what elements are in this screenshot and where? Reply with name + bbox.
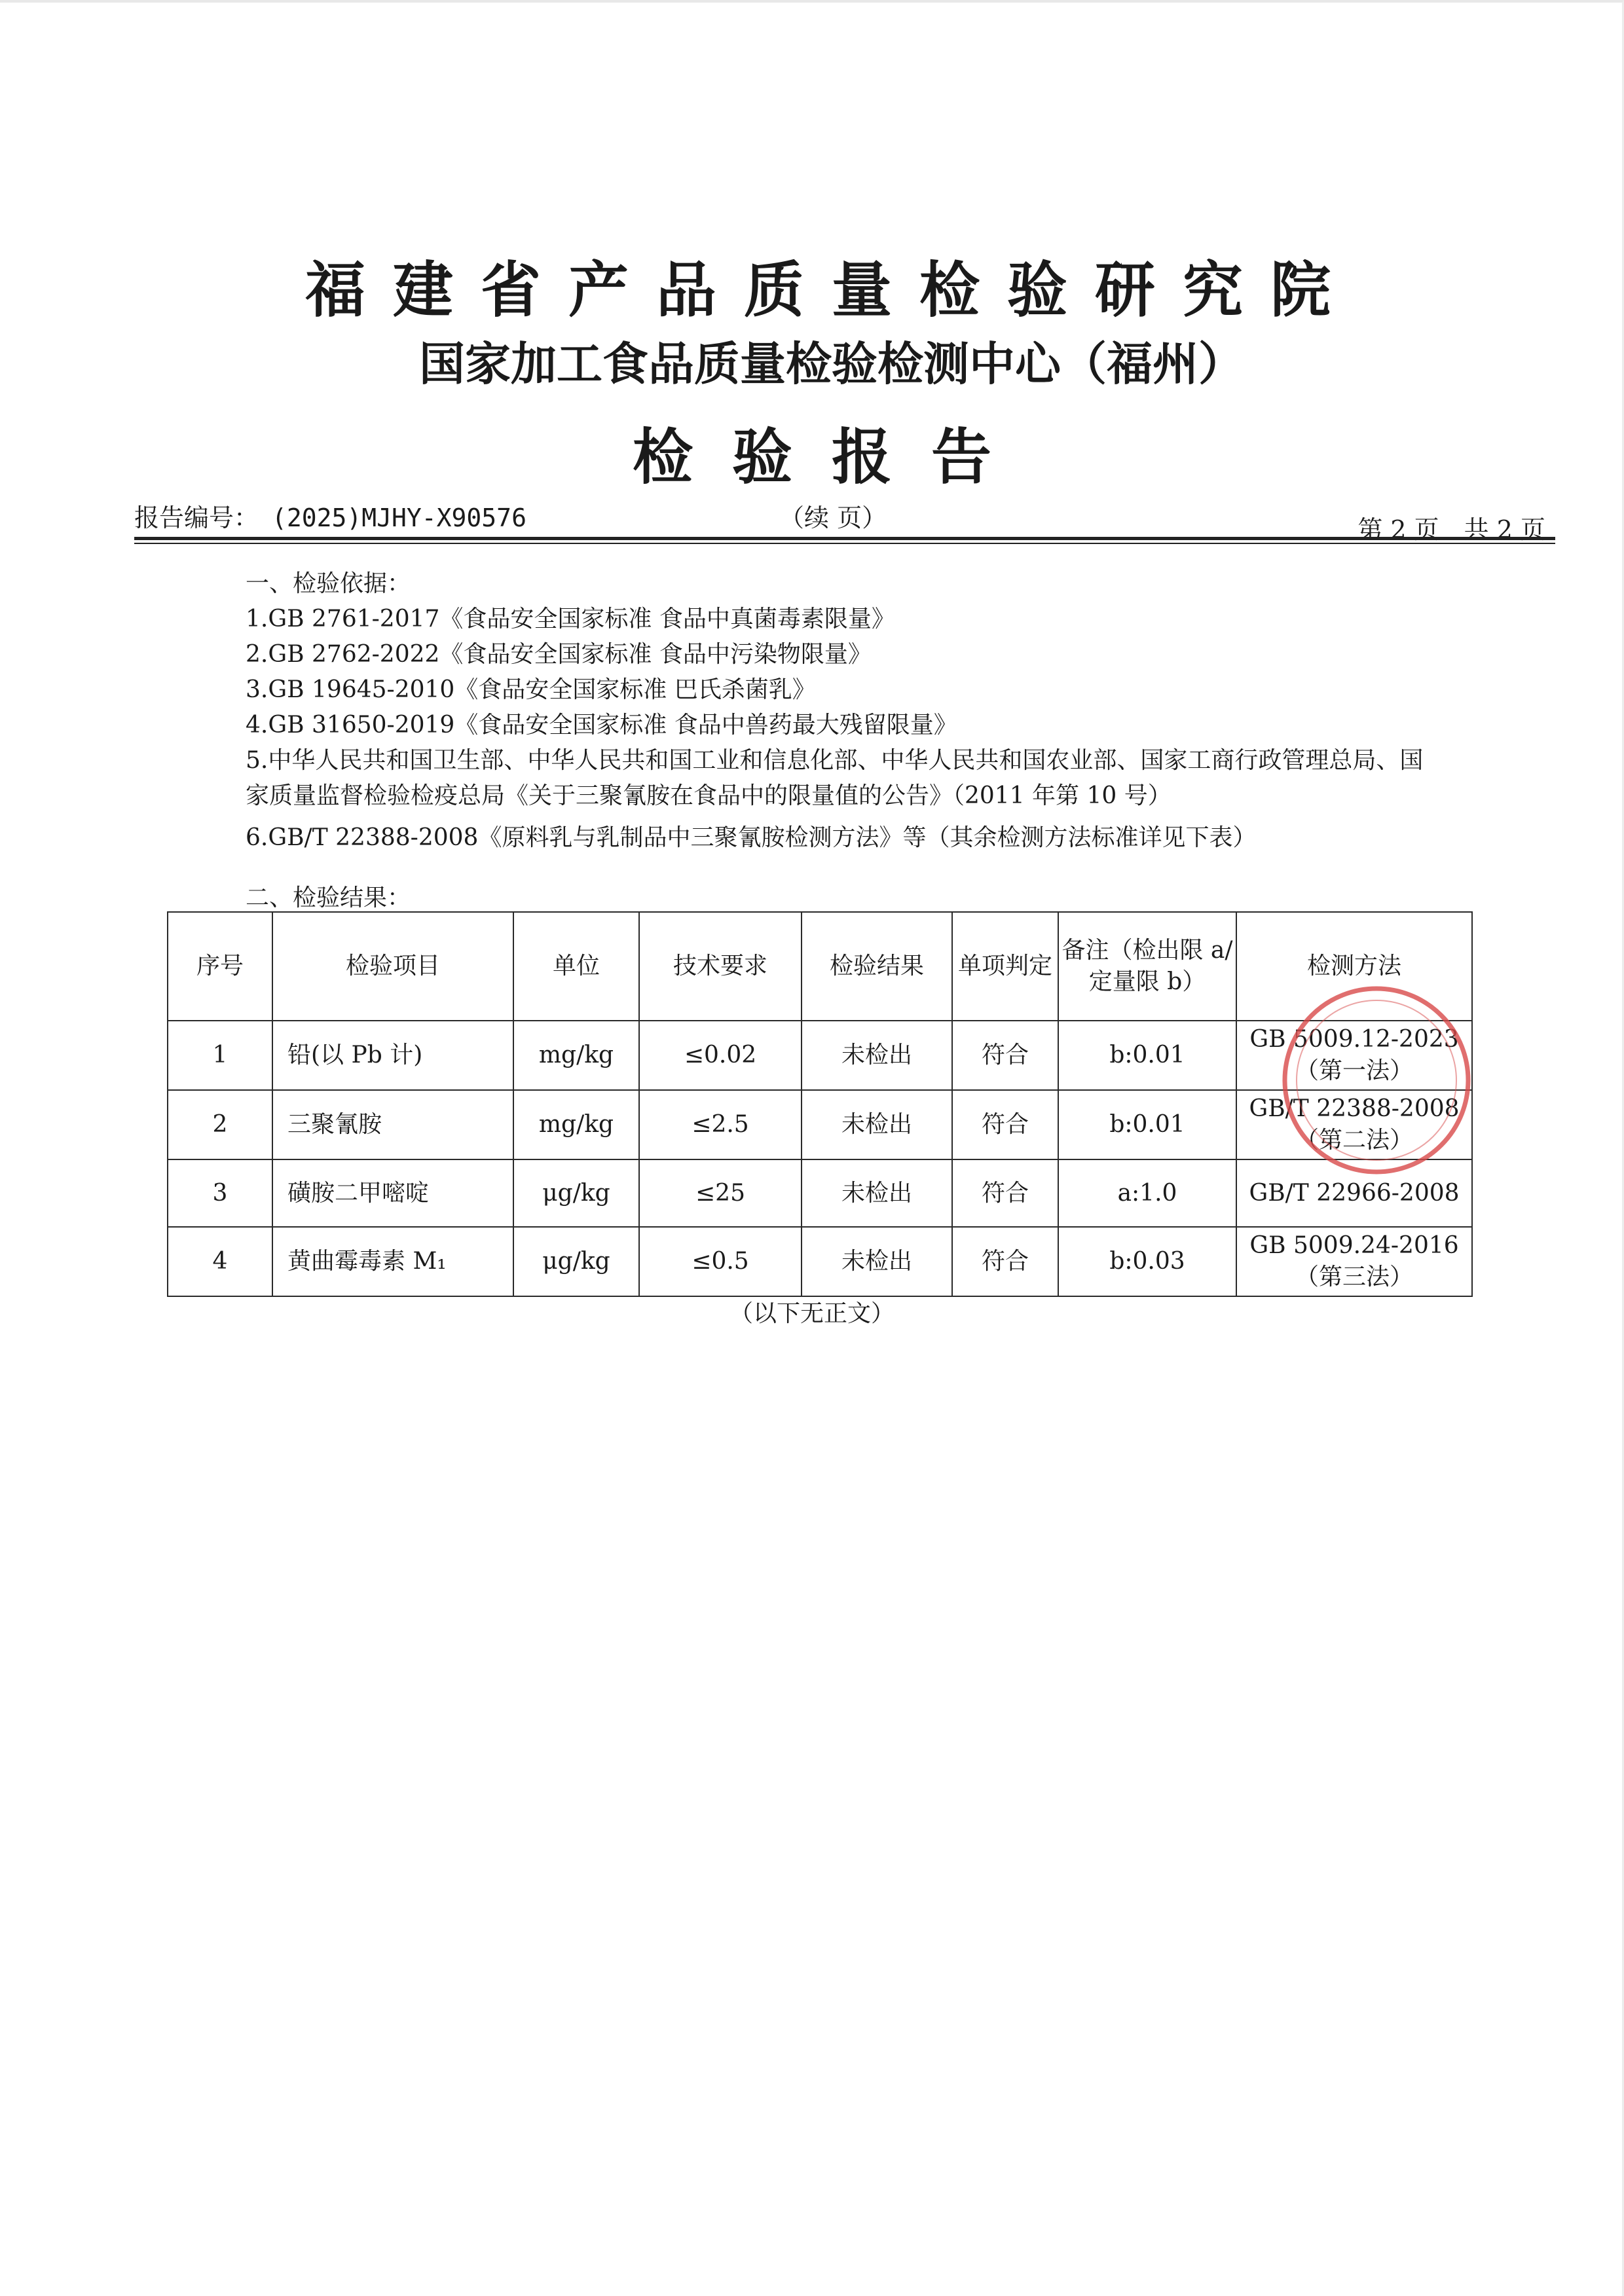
cell-seq: 2 [168, 1090, 272, 1159]
col-header-judgement: 单项判定 [952, 912, 1058, 1021]
cell-method: GB 5009.12-2023（第一法） [1236, 1021, 1472, 1090]
cell-method: GB/T 22966-2008 [1236, 1159, 1472, 1227]
seal-ring-inner [1297, 1000, 1456, 1160]
seal-ring [1285, 989, 1468, 1172]
cell-method: GB/T 22388-2008（第二法） [1236, 1090, 1472, 1159]
cell-seq: 1 [168, 1021, 272, 1090]
cell-requirement: ≤0.02 [639, 1021, 802, 1090]
cell-seq: 4 [168, 1227, 272, 1296]
table-row [168, 1227, 1472, 1296]
cell-item: 铅(以 Pb 计) [272, 1021, 513, 1090]
basis-item: 3.GB 19645-2010《食品安全国家标准 巴氏杀菌乳》 [246, 676, 816, 703]
col-header-item: 检验项目 [272, 912, 513, 1021]
cell-unit: μg/kg [513, 1227, 639, 1296]
cell-seq: 3 [168, 1159, 272, 1227]
cell-remark: b:0.01 [1058, 1090, 1236, 1159]
cell-method: GB 5009.24-2016（第三法） [1236, 1227, 1472, 1296]
org-name: 福建省产品质量检验研究院 [304, 255, 1358, 325]
basis-item: 1.GB 2761-2017《食品安全国家标准 食品中真菌毒素限量》 [246, 606, 895, 632]
cell-item: 黄曲霉毒素 M₁ [272, 1227, 513, 1296]
col-header-unit: 单位 [513, 912, 639, 1021]
cell-unit: μg/kg [513, 1159, 639, 1227]
report-number [134, 498, 526, 534]
cell-result: 未检出 [802, 1021, 952, 1090]
table-row [168, 1090, 1472, 1159]
official-seal [1278, 982, 1475, 1178]
header-rule-thin [134, 543, 1555, 544]
table-header-row [168, 912, 1472, 1021]
cell-result: 未检出 [802, 1090, 952, 1159]
center-name: 国家加工食品质量检验检测中心（福州） [419, 337, 1244, 391]
cell-requirement: ≤25 [639, 1159, 802, 1227]
continued-page-label: （续 页） [779, 503, 887, 532]
report-number-value: (2025)MJHY-X90576 [272, 503, 526, 532]
col-header-result: 检验结果 [802, 912, 952, 1021]
col-header-method: 检测方法 [1236, 912, 1472, 1021]
cell-remark: b:0.01 [1058, 1021, 1236, 1090]
cell-judgement: 符合 [952, 1227, 1058, 1296]
basis-item: 6.GB/T 22388-2008《原料乳与乳制品中三聚氰胺检测方法》等（其余检测方法标准详见下表） [246, 824, 1257, 851]
col-header-remark: 备注（检出限 a/定量限 b） [1058, 912, 1236, 1021]
cell-judgement: 符合 [952, 1159, 1058, 1227]
col-header-seq: 序号 [168, 912, 272, 1021]
header-rule [134, 537, 1555, 540]
cell-remark: b:0.03 [1058, 1227, 1236, 1296]
report-title: 检验报告 [632, 422, 1031, 492]
cell-judgement: 符合 [952, 1021, 1058, 1090]
results-heading: 二、检验结果： [246, 884, 411, 911]
inspection-basis [246, 566, 1424, 856]
page-number: 第 2 页 共 2 页 [1357, 515, 1545, 544]
basis-item: 5.中华人民共和国卫生部、中华人民共和国工业和信息化部、中华人民共和国农业部、国家工商行政管理总局、国家质量监督检验检疫总局《关于三聚氰胺在食品中的限量值的公告》（2011 年第 10 号） [246, 747, 1424, 809]
cell-item: 磺胺二甲嘧啶 [272, 1159, 513, 1227]
col-header-requirement: 技术要求 [639, 912, 802, 1021]
basis-item: 4.GB 31650-2019《食品安全国家标准 食品中兽药最大残留限量》 [246, 712, 957, 738]
cell-remark: a:1.0 [1058, 1159, 1236, 1227]
report-number-label: 报告编号： [134, 503, 259, 532]
results-table [167, 911, 1473, 1297]
cell-requirement: ≤0.5 [639, 1227, 802, 1296]
cell-result: 未检出 [802, 1227, 952, 1296]
end-of-text-note: （以下无正文） [729, 1300, 895, 1327]
cell-unit: mg/kg [513, 1090, 639, 1159]
cell-requirement: ≤2.5 [639, 1090, 802, 1159]
cell-unit: mg/kg [513, 1021, 639, 1090]
table-row [168, 1159, 1472, 1227]
cell-judgement: 符合 [952, 1090, 1058, 1159]
cell-item: 三聚氰胺 [272, 1090, 513, 1159]
table-row [168, 1021, 1472, 1090]
basis-item: 2.GB 2762-2022《食品安全国家标准 食品中污染物限量》 [246, 641, 872, 668]
basis-heading: 一、检验依据： [246, 570, 411, 597]
cell-result: 未检出 [802, 1159, 952, 1227]
